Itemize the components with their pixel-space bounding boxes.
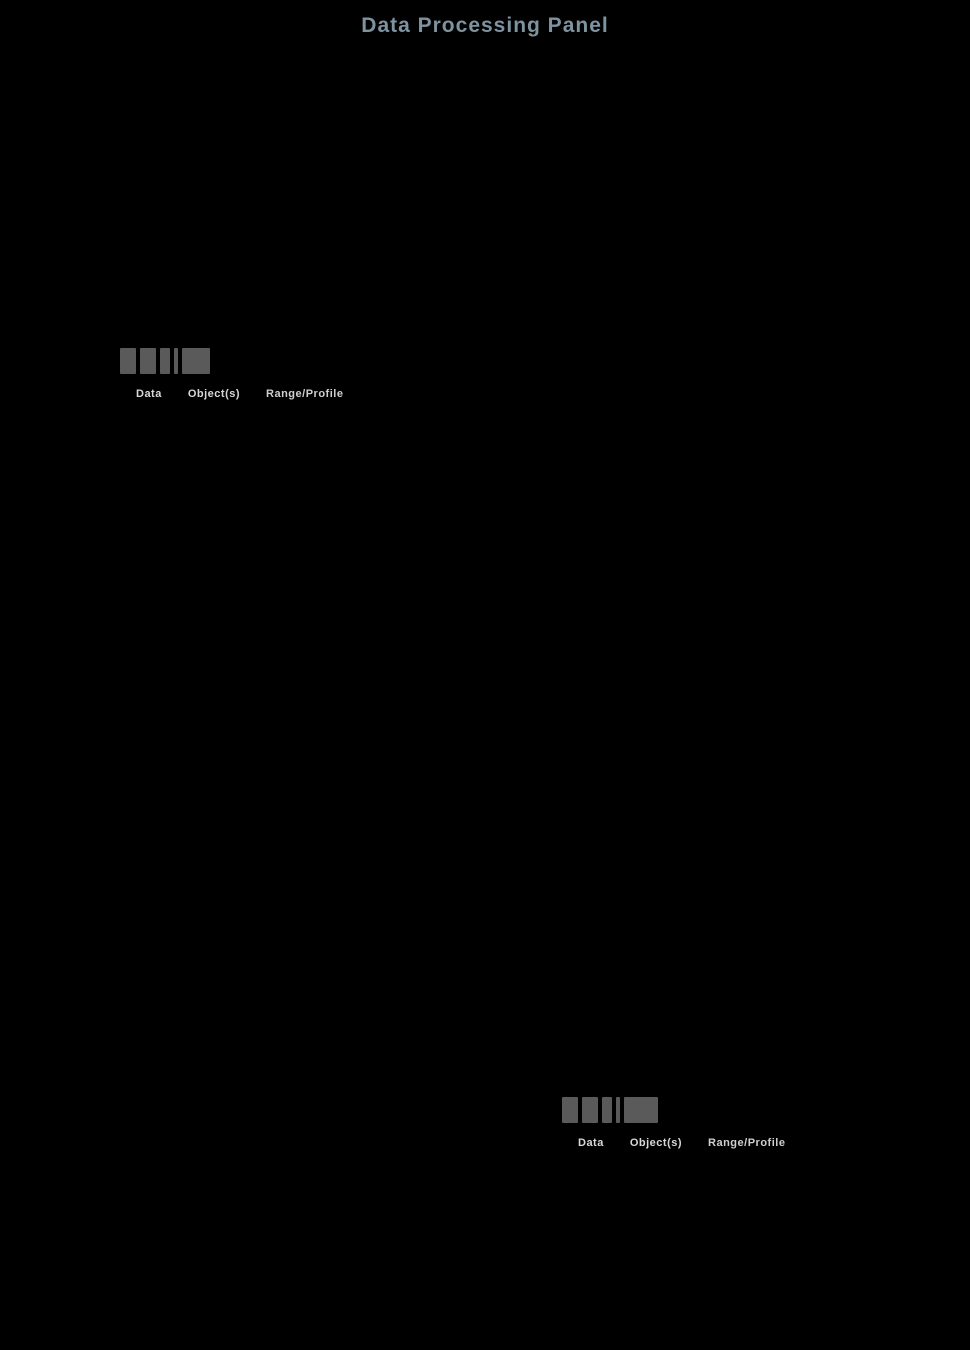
- page-title: Data Processing Panel: [361, 14, 609, 37]
- panel-title-glyph-2: [582, 1097, 598, 1123]
- window-title-bar: [0, 14, 970, 38]
- tab-objects[interactable]: Object(s): [187, 388, 241, 400]
- panel-title-glyph-3: [160, 348, 170, 374]
- panel-title-glyph-1: [562, 1097, 578, 1123]
- panel-title-glyph-4: [174, 348, 178, 374]
- panel-header: [120, 348, 343, 374]
- panel-title-glyph-5: [182, 348, 210, 374]
- tab-range-profile[interactable]: Range/Profile: [708, 1137, 786, 1149]
- panel-title-glyph-2: [140, 348, 156, 374]
- tab-range-profile[interactable]: Range/Profile: [266, 388, 344, 400]
- filter-panel-primary[interactable]: [120, 348, 343, 400]
- tab-data[interactable]: Data: [578, 1137, 604, 1149]
- panel-title-glyph-5: [624, 1097, 658, 1123]
- panel-title-glyph-4: [616, 1097, 620, 1123]
- panel-tab-bar[interactable]: [562, 1137, 785, 1149]
- panel-title-glyph-3: [602, 1097, 612, 1123]
- panel-tab-bar[interactable]: [120, 388, 343, 400]
- filter-panel-secondary[interactable]: [562, 1097, 785, 1149]
- panel-header: [562, 1097, 785, 1123]
- panel-title-glyph-1: [120, 348, 136, 374]
- tab-objects[interactable]: Object(s): [629, 1137, 683, 1149]
- tab-data[interactable]: Data: [136, 388, 162, 400]
